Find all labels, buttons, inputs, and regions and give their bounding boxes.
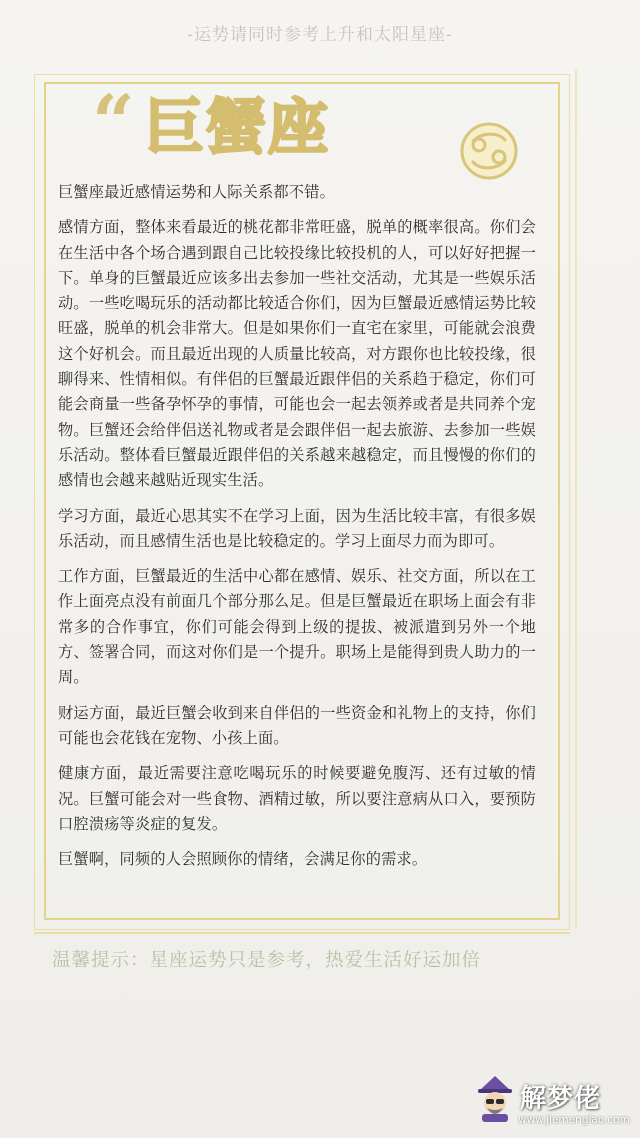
quote-mark: “ <box>92 80 135 166</box>
article-content <box>58 180 536 882</box>
paragraph-work: 工作方面，巨蟹最近的生活中心都在感情、娱乐、社交方面，所以在工作上面亮点没有前面几个部分那么足。但是巨蟹最近在职场上面会有非常多的合作事宜，你们可能会得到上级的提拔、被派遣到另外一个地方、签署合同，而这对你们是一个提升。职场上是能得到贵人助力的一周。 <box>58 567 536 687</box>
paragraph-health: 健康方面，最近需要注意吃喝玩乐的时候要避免腹泻、还有过敏的情况。巨蟹可能会对一些食物、酒精过敏，所以要注意病从口入，要预防口腔溃疡等炎症的复发。 <box>58 764 536 833</box>
frame-bottom-line <box>34 932 570 934</box>
paragraph-study: 学习方面，最近心思其实不在学习上面，因为生活比较丰富，有很多娱乐活动，而且感情生活也是比较稳定的。学习上面尽力而为即可。 <box>58 506 536 550</box>
cancer-zodiac-icon <box>458 120 520 182</box>
page-title: 巨蟹座 <box>144 93 330 163</box>
paragraph-love: 感情方面，整体来看最近的桃花都非常旺盛，脱单的概率很高。你们会在生活中各个场合遇到跟自己比较投缘比较投机的人，可以好好把握一下。单身的巨蟹最近应该多出去参加一些社交活动，尤其是一些娱乐活动。一些吃喝玩乐的活动都比较适合你们，因为巨蟹最近感情运势比较旺盛，脱单的机会非常大。但是如果你们一直宅在家里，可能就会浪费这个好机会。而且最近出现的人质量比较高，对方跟你也比较投缘，很聊得来、性情相似。有伴侣的巨蟹最近跟伴侣的关系趋于稳定，你们可能会商量一些备孕怀孕的事情，可能也会一起去领养或者是共同养个宠物。巨蟹还会给伴侣送礼物或者是会跟伴侣一起去旅游、去参加一些娱乐活动。整体看巨蟹最近跟伴侣的关系越来越稳定，而且慢慢的你们的感情也会越来越贴近现实生活。 <box>58 218 536 490</box>
warm-tip: 温馨提示：星座运势只是参考，热爱生活好运加倍 <box>52 950 482 971</box>
site-watermark[interactable] <box>474 1074 630 1134</box>
fortune-teller-logo-icon <box>474 1074 516 1122</box>
paragraph-wealth: 财运方面，最近巨蟹会收到来自伴侣的一些资金和礼物上的支持，你们可能也会花钱在宠物、小孩上面。 <box>58 703 536 747</box>
paragraph-closing: 巨蟹啊，同频的人会照顾你的情绪，会满足你的需求。 <box>58 850 428 869</box>
top-banner: -运势请同时参考上升和太阳星座- <box>187 25 453 45</box>
paragraph-intro: 巨蟹座最近感情运势和人际关系都不错。 <box>58 183 335 201</box>
watermark-name: 解梦佬 <box>520 1084 602 1114</box>
frame-decoration-line <box>575 70 577 928</box>
watermark-url[interactable]: www.jiemenglao.com <box>518 1114 630 1126</box>
